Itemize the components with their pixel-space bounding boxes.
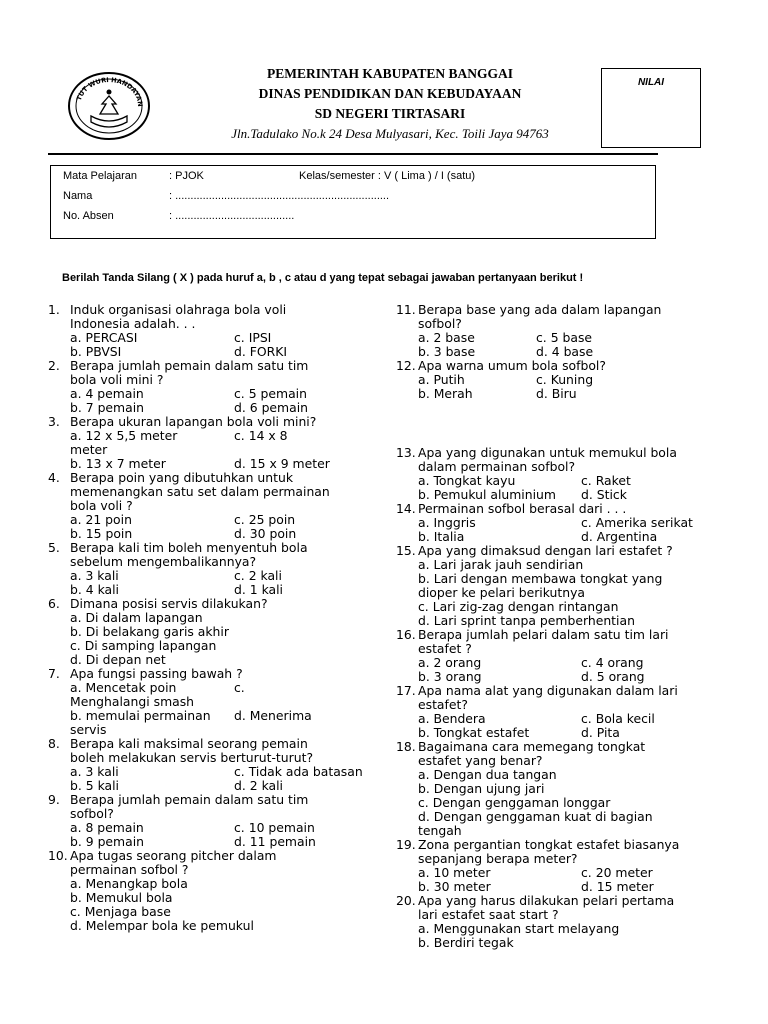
answer-option[interactable]: a. Tongkat kayu: [418, 473, 516, 488]
answer-option[interactable]: d. 30 poin: [234, 526, 297, 541]
answer-option[interactable]: b. Merah: [418, 386, 473, 401]
answer-option[interactable]: b. Memukul bola: [70, 890, 173, 905]
question-line: [396, 908, 716, 922]
question-line: [48, 303, 368, 317]
answer-option[interactable]: a. 3 kali: [70, 764, 119, 779]
question-line: [48, 919, 368, 933]
answer-option[interactable]: bola voli mini ?: [70, 372, 164, 387]
answer-option[interactable]: a. Mencetak poin: [70, 680, 177, 695]
question-line: [396, 768, 716, 782]
answer-option[interactable]: c. 20 meter: [581, 865, 653, 880]
name-field[interactable]: : ......................................................................: [169, 190, 390, 202]
question-number: 2.: [48, 358, 60, 373]
question-line: [396, 880, 716, 894]
question-line: [396, 740, 716, 754]
question-line: [396, 387, 716, 401]
answer-option[interactable]: c. Di samping lapangan: [70, 638, 217, 653]
answer-option[interactable]: b. Italia: [418, 529, 465, 544]
question-line: [396, 572, 716, 586]
answer-option[interactable]: b. 9 pemain: [70, 834, 145, 849]
question-line: [48, 443, 368, 457]
answer-option[interactable]: a. Dengan dua tangan: [418, 767, 557, 782]
question-line: [48, 471, 368, 485]
question-line: [396, 684, 716, 698]
questions-left-column: [48, 303, 368, 933]
header-school: SD NEGERI TIRTASARI: [314, 106, 466, 121]
answer-option[interactable]: b. Berdiri tegak: [418, 935, 514, 950]
answer-option[interactable]: a. Menangkap bola: [70, 876, 188, 891]
answer-option[interactable]: d. Lari sprint tanpa pemberhentian: [418, 613, 635, 628]
question-text: Berapa ukuran lapangan bola voli mini?: [70, 414, 317, 429]
student-info-box: [50, 165, 656, 239]
answer-option[interactable]: d. Stick: [581, 487, 627, 502]
answer-option[interactable]: a. 4 pemain: [70, 386, 144, 401]
question-line: [48, 681, 368, 695]
question-line: [396, 303, 716, 317]
question-line: [396, 698, 716, 712]
question-line: [396, 516, 716, 530]
questions-right-column-bottom: [396, 446, 716, 950]
answer-option[interactable]: b. 30 meter: [418, 879, 491, 894]
answer-option[interactable]: sepanjang berapa meter?: [418, 851, 578, 866]
answer-option[interactable]: c. Kuning: [536, 372, 594, 387]
question-line: [396, 317, 716, 331]
answer-option[interactable]: sofbol?: [418, 316, 462, 331]
question-line: [396, 936, 716, 950]
question-line: [48, 737, 368, 751]
question-number: 7.: [48, 666, 60, 681]
question-line: [48, 667, 368, 681]
answer-option[interactable]: permainan sofbol ?: [70, 862, 189, 877]
question-number: 1.: [48, 302, 60, 317]
answer-option[interactable]: d. Di depan net: [70, 652, 166, 667]
question-line: [396, 460, 716, 474]
question-line: [48, 513, 368, 527]
question-line: [48, 499, 368, 513]
answer-option[interactable]: d. 4 base: [536, 344, 594, 359]
answer-option[interactable]: boleh melakukan servis berturut-turut?: [70, 750, 314, 765]
answer-option[interactable]: c. Dengan genggaman longgar: [418, 795, 611, 810]
answer-option[interactable]: c. Amerika serikat: [581, 515, 693, 530]
answer-option[interactable]: d. 6 pemain: [234, 400, 309, 415]
answer-option[interactable]: c. 14 x 8: [234, 428, 288, 443]
question-text: Dimana posisi servis dilakukan?: [70, 596, 268, 611]
question-line: [396, 446, 716, 460]
answer-option[interactable]: meter: [70, 442, 108, 457]
answer-option[interactable]: bola voli ?: [70, 498, 133, 513]
answer-option[interactable]: a. 21 poin: [70, 512, 132, 527]
question-number: 8.: [48, 736, 60, 751]
question-text: Bagaimana cara memegang tongkat: [418, 739, 646, 754]
question-line: [48, 653, 368, 667]
question-line: [48, 835, 368, 849]
question-number: 5.: [48, 540, 60, 555]
question-number: 14.: [396, 501, 416, 516]
question-line: [48, 905, 368, 919]
answer-option[interactable]: c. 5 pemain: [234, 386, 307, 401]
answer-option[interactable]: c. 25 poin: [234, 512, 296, 527]
question-line: [396, 866, 716, 880]
absen-label: No. Absen: [63, 210, 114, 222]
answer-option[interactable]: c. Raket: [581, 473, 631, 488]
question-number: 18.: [396, 739, 416, 754]
question-line: [396, 345, 716, 359]
answer-option[interactable]: a. Inggris: [418, 515, 476, 530]
question-line: [48, 849, 368, 863]
instruction: Berilah Tanda Silang ( X ) pada huruf a, b , c atau d yang tepat sebagai jawaban pertanyaan berikut !: [62, 272, 584, 284]
answer-option[interactable]: d. Dengan genggaman kuat di bagian: [418, 809, 653, 824]
question-line: [396, 670, 716, 684]
question-line: [396, 558, 716, 572]
question-line: [48, 611, 368, 625]
question-line: [48, 555, 368, 569]
header-government: PEMERINTAH KABUPATEN BANGGAI: [266, 66, 513, 81]
question-line: [48, 359, 368, 373]
question-line: [48, 625, 368, 639]
question-text: Induk organisasi olahraga bola voli: [70, 302, 287, 317]
answer-option[interactable]: a. 12 x 5,5 meter: [70, 428, 178, 443]
question-line: [48, 415, 368, 429]
question-line: [396, 656, 716, 670]
question-line: [48, 751, 368, 765]
answer-option[interactable]: d. 2 kali: [234, 778, 283, 793]
question-text: Apa yang harus dilakukan pelari pertama: [418, 893, 675, 908]
answer-option[interactable]: b. 5 kali: [70, 778, 119, 793]
question-line: [396, 474, 716, 488]
question-line: [396, 359, 716, 373]
question-number: 15.: [396, 543, 416, 558]
question-line: [396, 782, 716, 796]
question-text: Berapa base yang ada dalam lapangan: [418, 302, 662, 317]
question-number: 20.: [396, 893, 416, 908]
question-line: [396, 824, 716, 838]
question-line: [396, 922, 716, 936]
question-line: [48, 401, 368, 415]
question-line: [396, 810, 716, 824]
answer-option[interactable]: b. Lari dengan membawa tongkat yang: [418, 571, 663, 586]
question-number: 4.: [48, 470, 60, 485]
question-line: [48, 807, 368, 821]
answer-option[interactable]: a. PERCASI: [70, 330, 138, 345]
absen-field[interactable]: : .......................................: [169, 210, 295, 222]
answer-option[interactable]: a. Bendera: [418, 711, 486, 726]
question-text: Apa tugas seorang pitcher dalam: [70, 848, 277, 863]
question-line: [396, 331, 716, 345]
answer-option[interactable]: Menghalangi smash: [70, 694, 195, 709]
answer-option[interactable]: c. 5 base: [536, 330, 593, 345]
question-number: 17.: [396, 683, 416, 698]
question-text: Apa fungsi passing bawah ?: [70, 666, 243, 681]
answer-option[interactable]: d. 1 kali: [234, 582, 283, 597]
question-line: [396, 373, 716, 387]
school-logo: [66, 70, 152, 142]
question-line: [48, 877, 368, 891]
question-line: [48, 765, 368, 779]
question-line: [396, 796, 716, 810]
answer-option[interactable]: d. Menerima: [234, 708, 312, 723]
question-line: [48, 317, 368, 331]
answer-option[interactable]: b. PBVSI: [70, 344, 122, 359]
answer-option[interactable]: c. 2 kali: [234, 568, 282, 583]
question-text: Berapa jumlah pelari dalam satu tim lari: [418, 627, 669, 642]
answer-option[interactable]: c. 4 orang: [581, 655, 644, 670]
question-line: [48, 723, 368, 737]
question-line: [396, 894, 716, 908]
answer-option[interactable]: c. Bola kecil: [581, 711, 655, 726]
question-number: 10.: [48, 848, 68, 863]
answer-option[interactable]: sebelum mengembalikannya?: [70, 554, 257, 569]
question-line: [396, 600, 716, 614]
question-text: Berapa kali tim boleh menyentuh bola: [70, 540, 308, 555]
question-line: [48, 863, 368, 877]
question-line: [48, 541, 368, 555]
answer-option[interactable]: b. 13 x 7 meter: [70, 456, 166, 471]
question-line: [48, 639, 368, 653]
answer-option[interactable]: estafet yang benar?: [418, 753, 543, 768]
answer-option[interactable]: estafet?: [418, 697, 468, 712]
answer-option[interactable]: c. 10 pemain: [234, 820, 315, 835]
question-text: Berapa jumlah pemain dalam satu tim: [70, 358, 309, 373]
answer-option[interactable]: c. Menjaga base: [70, 904, 171, 919]
question-line: [396, 614, 716, 628]
answer-option[interactable]: d. 15 x 9 meter: [234, 456, 330, 471]
answer-option[interactable]: a. Menggunakan start melayang: [418, 921, 620, 936]
answer-option[interactable]: d. FORKI: [234, 344, 288, 359]
score-box: [601, 68, 701, 148]
header-address: Jln.Tadulako No.k 24 Desa Mulyasari, Kec. Toili Jaya 94763: [231, 126, 549, 141]
answer-option[interactable]: d. 15 meter: [581, 879, 654, 894]
question-line: [48, 345, 368, 359]
question-line: [48, 527, 368, 541]
question-text: Permainan sofbol berasal dari . . .: [418, 501, 627, 516]
question-text: Zona pergantian tongkat estafet biasanya: [418, 837, 680, 852]
answer-option[interactable]: estafet ?: [418, 641, 472, 656]
answer-option[interactable]: d. Biru: [536, 386, 577, 401]
question-text: Apa warna umum bola sofbol?: [418, 358, 606, 373]
answer-option[interactable]: b. 3 base: [418, 344, 476, 359]
question-text: Berapa jumlah pemain dalam satu tim: [70, 792, 309, 807]
question-line: [48, 569, 368, 583]
answer-option[interactable]: c.: [234, 680, 245, 695]
question-line: [48, 583, 368, 597]
question-line: [48, 695, 368, 709]
answer-option[interactable]: a. 3 kali: [70, 568, 119, 583]
question-line: [396, 838, 716, 852]
question-line: [48, 331, 368, 345]
answer-option[interactable]: a. 2 base: [418, 330, 475, 345]
class-semester: Kelas/semester : V ( Lima ) / I (satu): [299, 170, 476, 182]
question-line: [396, 726, 716, 740]
question-line: [48, 429, 368, 443]
question-number: 19.: [396, 837, 416, 852]
question-line: [48, 821, 368, 835]
question-number: 6.: [48, 596, 60, 611]
answer-option[interactable]: dioper ke pelari berikutnya: [418, 585, 586, 600]
answer-option[interactable]: dalam permainan sofbol?: [418, 459, 576, 474]
question-line: [48, 779, 368, 793]
question-line: [396, 712, 716, 726]
question-line: [48, 387, 368, 401]
answer-option[interactable]: sofbol?: [70, 806, 114, 821]
header-divider: [48, 153, 658, 155]
answer-option[interactable]: b. 15 poin: [70, 526, 133, 541]
answer-option[interactable]: b. 7 pemain: [70, 400, 145, 415]
answer-option[interactable]: c. Lari zig-zag dengan rintangan: [418, 599, 619, 614]
question-line: [48, 709, 368, 723]
answer-option[interactable]: c. IPSI: [234, 330, 272, 345]
question-number: 3.: [48, 414, 60, 429]
answer-option[interactable]: a. Di dalam lapangan: [70, 610, 203, 625]
question-line: [396, 642, 716, 656]
answer-option[interactable]: b. memulai permainan: [70, 708, 211, 723]
question-line: [48, 373, 368, 387]
subject-value: : PJOK: [169, 170, 204, 182]
svg-text:TUT WURI HANDAYANI: TUT WURI HANDAYAN: [74, 75, 145, 108]
question-line: [48, 485, 368, 499]
questions-right-column-top: [396, 303, 716, 401]
answer-option[interactable]: d. 5 orang: [581, 669, 645, 684]
subject-label: Mata Pelajaran: [63, 170, 137, 182]
question-line: [396, 586, 716, 600]
question-text: Apa yang digunakan untuk memukul bola: [418, 445, 677, 460]
question-text: Apa yang dimaksud dengan lari estafet ?: [418, 543, 673, 558]
question-line: [48, 457, 368, 471]
answer-option[interactable]: d. Pita: [581, 725, 620, 740]
answer-option[interactable]: a. 8 pemain: [70, 820, 144, 835]
answer-option[interactable]: b. 3 orang: [418, 669, 482, 684]
answer-option[interactable]: d. Argentina: [581, 529, 658, 544]
question-line: [396, 488, 716, 502]
answer-option[interactable]: b. Di belakang garis akhir: [70, 624, 229, 639]
question-line: [48, 597, 368, 611]
question-line: [396, 502, 716, 516]
question-line: [396, 754, 716, 768]
question-number: 12.: [396, 358, 416, 373]
question-line: [396, 544, 716, 558]
answer-option[interactable]: c. Tidak ada batasan: [234, 764, 363, 779]
answer-option[interactable]: servis: [70, 722, 107, 737]
answer-option[interactable]: Indonesia adalah. . .: [70, 316, 196, 331]
question-number: 16.: [396, 627, 416, 642]
answer-option[interactable]: b. Dengan ujung jari: [418, 781, 545, 796]
question-line: [48, 891, 368, 905]
answer-option[interactable]: d. Melempar bola ke pemukul: [70, 918, 254, 933]
answer-option[interactable]: lari estafet saat start ?: [418, 907, 559, 922]
question-line: [396, 852, 716, 866]
answer-option[interactable]: memenangkan satu set dalam permainan: [70, 484, 330, 499]
question-line: [396, 530, 716, 544]
header-department: DINAS PENDIDIKAN DAN KEBUDAYAAN: [258, 86, 522, 101]
answer-option[interactable]: d. 11 pemain: [234, 834, 316, 849]
question-number: 13.: [396, 445, 416, 460]
question-text: Berapa poin yang dibutuhkan untuk: [70, 470, 293, 485]
score-label: NILAI: [637, 77, 665, 88]
question-text: Berapa kali maksimal seorang pemain: [70, 736, 308, 751]
answer-option[interactable]: b. 4 kali: [70, 582, 119, 597]
question-number: 9.: [48, 792, 60, 807]
question-number: 11.: [396, 302, 416, 317]
question-line: [48, 793, 368, 807]
answer-option[interactable]: b. Tongkat estafet: [418, 725, 530, 740]
answer-option[interactable]: a. Lari jarak jauh sendirian: [418, 557, 584, 572]
question-line: [396, 628, 716, 642]
name-label: Nama: [63, 190, 93, 202]
question-text: Apa nama alat yang digunakan dalam lari: [418, 683, 678, 698]
answer-option[interactable]: tengah: [418, 823, 462, 838]
answer-option[interactable]: b. Pemukul aluminium: [418, 487, 556, 502]
answer-option[interactable]: a. Putih: [418, 372, 465, 387]
answer-option[interactable]: a. 2 orang: [418, 655, 482, 670]
answer-option[interactable]: a. 10 meter: [418, 865, 491, 880]
